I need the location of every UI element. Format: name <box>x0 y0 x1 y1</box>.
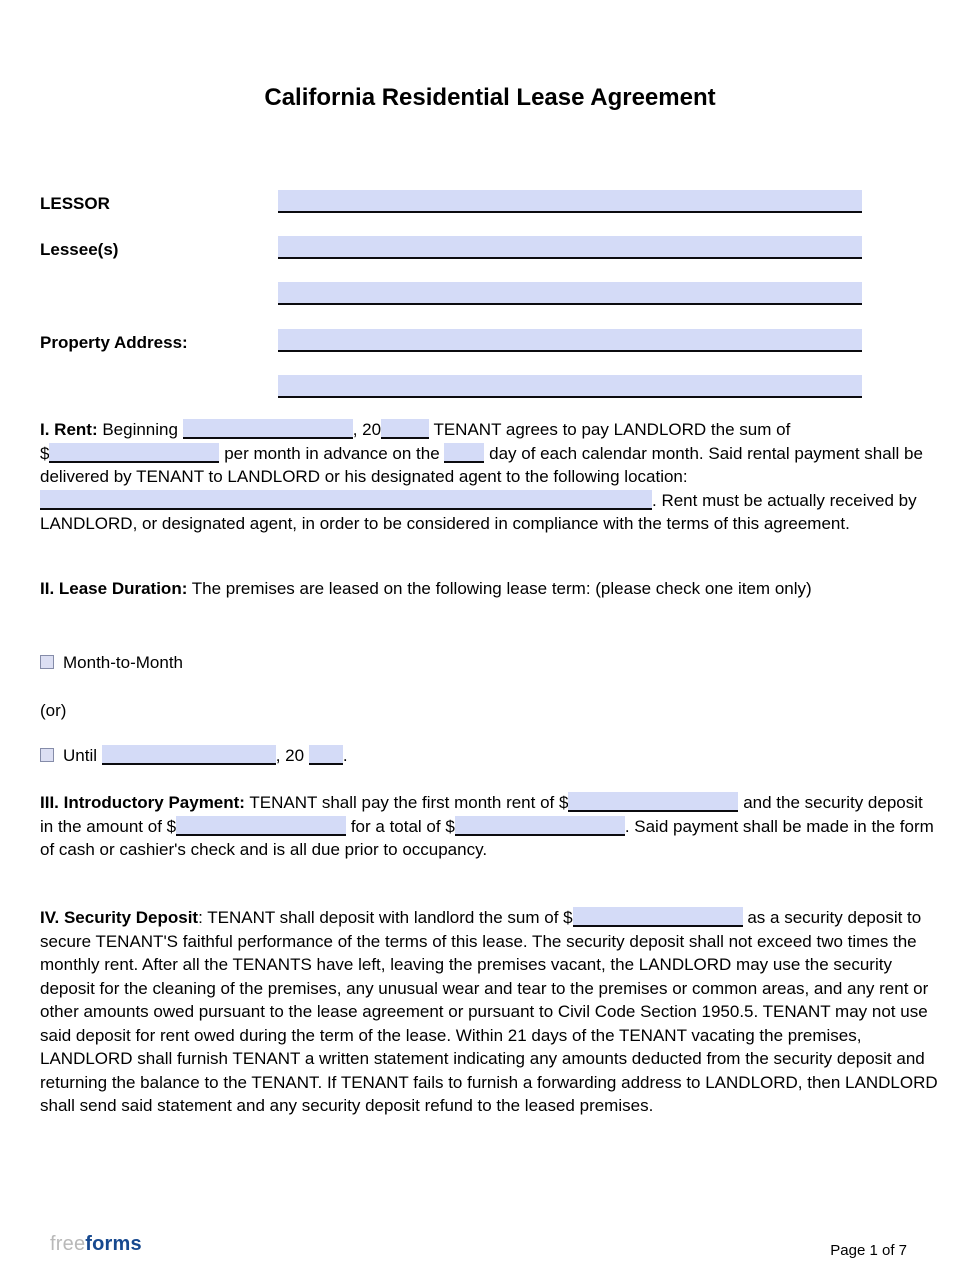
or-label: (or) <box>40 701 67 720</box>
text-segment: TENANT shall pay the first month rent of <box>244 793 559 812</box>
or-separator <box>40 699 940 723</box>
property-address-field-2[interactable] <box>278 375 862 398</box>
month-to-month-checkbox[interactable] <box>40 655 54 669</box>
month-to-month-label: Month-to-Month <box>63 653 183 672</box>
lessee-label: Lessee(s) <box>40 240 119 259</box>
first-month-rent-blank[interactable] <box>568 792 738 812</box>
security-deposit-heading: IV. Security Deposit <box>40 908 199 927</box>
text-segment: , 20 <box>275 746 309 765</box>
deposit-sum-group <box>563 908 742 927</box>
total-due-group <box>445 817 624 836</box>
until-date-blank[interactable] <box>102 745 276 765</box>
option-month-to-month <box>40 651 940 675</box>
text-segment: The premises are leased on the following lease term: (please check one item only) <box>187 579 812 598</box>
until-checkbox[interactable] <box>40 748 54 762</box>
property-address-label: Property Address: <box>40 333 188 352</box>
page-number: Page 1 of 7 <box>830 1242 907 1259</box>
text-segment: Beginning <box>97 420 183 439</box>
first-month-rent-group <box>559 793 738 812</box>
text-segment: . Said payment shall be made in the form of cash or cashier's check and is all due prior to occupancy. <box>40 816 934 859</box>
rent-begin-year-blank[interactable] <box>381 419 429 439</box>
text-segment: , 20 <box>352 420 382 439</box>
text-segment: day of each calendar month. Said rental payment shall be delivered by TENANT to LANDLORD or his designated agent to the following location: <box>40 443 923 486</box>
text-segment: and the security deposit in the amount of <box>40 793 923 836</box>
rent-amount-group <box>40 444 219 463</box>
rent-heading: I. Rent: <box>40 420 98 439</box>
text-segment: : TENANT shall deposit with landlord the sum of <box>198 908 564 927</box>
dollar-sign: $ <box>445 816 455 836</box>
section-security-deposit <box>40 906 940 1118</box>
rent-amount-blank[interactable] <box>49 443 219 463</box>
dollar-sign: $ <box>563 908 573 927</box>
security-deposit-amount-blank[interactable] <box>176 816 346 836</box>
text-segment: TENANT agrees to pay LANDLORD the sum of <box>429 420 791 439</box>
deposit-sum-blank[interactable] <box>573 907 743 927</box>
section-introductory-payment <box>40 791 940 862</box>
until-label: Until <box>63 746 102 765</box>
rent-due-day-blank[interactable] <box>444 443 484 463</box>
rent-begin-date-blank[interactable] <box>183 419 353 439</box>
dollar-sign: $ <box>40 443 50 463</box>
lessee-field-1[interactable] <box>278 236 862 259</box>
text-segment: as a security deposit to secure TENANT'S faithful performance of the terms of this lease. The security deposit shall not exceed two times the monthly rent. After all the TENANTS have left, leaving the premises vacant, the LANDLORD may use the security deposit for the cleaning of the premises, any unusual wear and tear to the premises or common areas, and any rent or other amounts owed pursuant to the lease agreement or pursuant to Civil Code Section 1950.5. TENANT may not use said deposit for rent owed during the term of the lease. Within 21 days of the TENANT vacating the premises, LANDLORD shall furnish TENANT a written statement indicating any amounts deducted from the security deposit and returning the balance to the TENANT. If TENANT fails to furnish a forwarding address to LANDLORD, then LANDLORD shall send said statement and any security deposit refund to the leased premises. <box>40 908 938 1115</box>
section-lease-duration <box>40 577 940 601</box>
option-until <box>40 744 940 768</box>
logo-forms-text: forms <box>85 1233 142 1255</box>
total-due-blank[interactable] <box>455 816 625 836</box>
text-segment: . Rent must be actually received by LANDLORD, or designated agent, in order to be considered in compliance with the terms of this agreement. <box>40 490 917 533</box>
security-deposit-amount-group <box>167 817 346 836</box>
lessor-label: LESSOR <box>40 194 110 213</box>
lessee-field-2[interactable] <box>278 282 862 305</box>
dollar-sign: $ <box>166 816 177 836</box>
lessor-field[interactable] <box>278 190 862 213</box>
freeforms-logo <box>50 1233 142 1256</box>
text-segment: for a total of <box>346 816 446 836</box>
logo-free-text: free <box>50 1233 86 1255</box>
dollar-sign: $ <box>559 793 569 812</box>
page-title: California Residential Lease Agreement <box>264 84 716 111</box>
text-segment: per month in advance on the <box>219 443 445 463</box>
until-year-blank[interactable] <box>309 745 343 765</box>
property-address-field-1[interactable] <box>278 329 862 352</box>
lease-duration-heading: II. Lease Duration: <box>40 579 188 598</box>
text-segment: . <box>342 746 348 765</box>
payment-location-blank[interactable] <box>40 490 652 510</box>
introductory-payment-heading: III. Introductory Payment: <box>40 793 245 812</box>
section-rent <box>40 418 940 536</box>
